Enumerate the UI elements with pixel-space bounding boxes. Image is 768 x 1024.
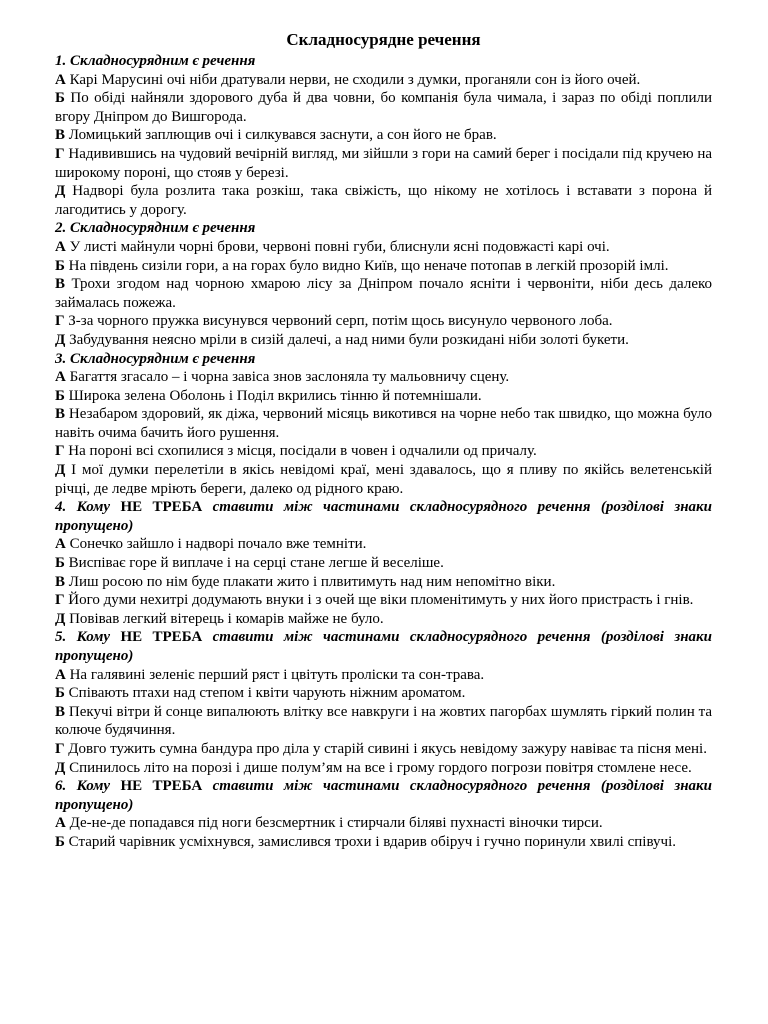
answer-option-letter: В bbox=[55, 406, 66, 423]
question-heading: 3. Складносурядним є речення bbox=[55, 350, 256, 367]
answer-option bbox=[55, 238, 712, 257]
answer-option-text: Його думи нехитрі додумають внуки і з очей ще віки пломенітимуть у них його пристрасть і гнів. bbox=[68, 592, 694, 609]
answer-option-text: Пекучі вітри й сонце випалюють влітку все навкруги і на жовтих пагорбах шумлять гіркий полин та колюче будячиння. bbox=[55, 703, 712, 739]
answer-option bbox=[55, 182, 712, 219]
answer-option-letter: Д bbox=[55, 183, 66, 200]
question-6 bbox=[55, 777, 712, 851]
answer-option-text: Широка зелена Оболонь і Поділ вкрились тінню й потемнішали. bbox=[68, 387, 482, 404]
question-heading bbox=[55, 777, 712, 814]
answer-option bbox=[55, 71, 712, 90]
answer-option-text: На галявині зеленіє перший ряст і цвітуть проліски та сон-трава. bbox=[69, 666, 485, 683]
answer-option-letter: Д bbox=[55, 759, 66, 776]
answer-option-text: Багаття згасало – і чорна завіса знов заслоняла ту мальовничу сцену. bbox=[69, 369, 510, 386]
answer-option-text: Забудування неясно мріли в сизій далечі, а над ними були розкидані ніби золоті букети. bbox=[69, 331, 629, 348]
answer-option-text: І мої думки перелетіли в якісь невідомі краї, мені здавалось, що я пливу по якійсь велетенській річці, де ледве мріють береги, далеко од рідного краю. bbox=[55, 462, 712, 497]
question-4 bbox=[55, 498, 712, 628]
answer-option bbox=[55, 257, 712, 276]
answer-option-text: Надивившись на чудовий вечірній вигляд, ми зійшли з гори на самий берег і посідали під кручею на широкому пороні, що стояв у березі. bbox=[55, 145, 713, 181]
answer-option-text: Виспіває горе й виплаче і на серці стане легше й веселіше. bbox=[68, 555, 444, 572]
answer-option bbox=[55, 331, 712, 350]
answer-option bbox=[55, 275, 712, 312]
answer-option-letter: Г bbox=[55, 740, 65, 757]
answer-option bbox=[55, 442, 712, 461]
answer-option-letter: Б bbox=[55, 555, 65, 572]
answer-option bbox=[55, 759, 712, 778]
question-heading-emphasis: НЕ ТРЕБА bbox=[120, 629, 203, 646]
answer-option bbox=[55, 312, 712, 331]
answer-option bbox=[55, 145, 712, 182]
answer-option-letter: Б bbox=[55, 685, 65, 702]
answer-option-letter: Б bbox=[55, 90, 65, 107]
question-heading-emphasis: НЕ ТРЕБА bbox=[120, 499, 203, 516]
question-heading bbox=[55, 628, 712, 665]
answer-option bbox=[55, 535, 712, 554]
question-heading: 2. Складносурядним є речення bbox=[55, 220, 256, 237]
answer-option bbox=[55, 573, 712, 592]
answer-option-text: Старий чарівник усміхнувся, замислився трохи і вдарив обіруч і гучно поринули хвилі співучі. bbox=[68, 833, 676, 850]
answer-option-text: По обіді найняли здорового дуба й два човни, бо компанія була чимала, і зараз по обіді поплили вгору Дніпром до Вишгорода. bbox=[55, 90, 713, 125]
answer-option-letter: А bbox=[55, 71, 66, 88]
answer-option-text: Трохи згодом над чорною хмарою лісу за Дніпром почало ясніти і червоніти, ніби десь далеко займалась пожежа. bbox=[55, 276, 713, 311]
answer-option bbox=[55, 740, 712, 759]
answer-option bbox=[55, 89, 712, 126]
answer-option-letter: А bbox=[55, 815, 66, 832]
answer-option-letter: А bbox=[55, 536, 66, 553]
answer-option-text: Співають птахи над степом і квіти чарують ніжним ароматом. bbox=[68, 685, 466, 702]
question-heading-rest: ставити між частинами складносурядного речення (розділові знаки пропущено) bbox=[55, 778, 712, 813]
answer-option-letter: Д bbox=[55, 610, 66, 627]
answer-option bbox=[55, 814, 712, 833]
answer-option-letter: А bbox=[55, 369, 66, 386]
answer-option-letter: А bbox=[55, 666, 66, 683]
answer-option-letter: Г bbox=[55, 592, 65, 609]
answer-option-text: Повівав легкий вітерець і комарів майже не було. bbox=[69, 610, 384, 627]
answer-option-text: На пороні всі схопилися з місця, посідали в човен і одчалили од причалу. bbox=[68, 443, 537, 460]
question-heading-number: 6. Кому bbox=[55, 778, 121, 795]
answer-option-letter: А bbox=[55, 238, 66, 255]
question-2 bbox=[55, 219, 712, 349]
answer-option-letter: Г bbox=[55, 443, 65, 460]
questions-list bbox=[55, 52, 712, 852]
page-title: Складносурядне речення bbox=[286, 30, 481, 49]
answer-option bbox=[55, 610, 712, 629]
answer-option bbox=[55, 591, 712, 610]
answer-option-letter: Б bbox=[55, 833, 65, 850]
answer-option bbox=[55, 461, 712, 498]
question-heading: 1. Складносурядним є речення bbox=[55, 53, 256, 69]
answer-option bbox=[55, 684, 712, 703]
answer-option bbox=[55, 405, 712, 442]
answer-option bbox=[55, 387, 712, 406]
answer-option-text: З-за чорного пружка висунувся червоний серп, потім щось висунуло червоного лоба. bbox=[68, 313, 613, 330]
question-heading-rest: ставити між частинами складносурядного речення (розділові знаки пропущено) bbox=[55, 629, 712, 664]
answer-option-text: Довго тужить сумна бандура про діла у старій сивині і якусь невідому зажуру навіває та пісня мені. bbox=[68, 740, 707, 757]
answer-option-letter: Д bbox=[55, 331, 66, 348]
answer-option-text: Де-не-де попадався під ноги безсмертник і стирчали біляві пухнасті віночки тирси. bbox=[69, 815, 603, 832]
answer-option-letter: Д bbox=[55, 462, 66, 479]
answer-option bbox=[55, 368, 712, 387]
question-heading-number: 4. Кому bbox=[55, 499, 121, 516]
question-heading bbox=[55, 498, 712, 535]
answer-option-letter: В bbox=[55, 573, 66, 590]
answer-option-text: Ломицький заплющив очі і силкувався заснути, а сон його не брав. bbox=[68, 127, 497, 144]
answer-option-letter: Г bbox=[55, 313, 65, 330]
answer-option bbox=[55, 126, 712, 145]
answer-option-letter: В bbox=[55, 276, 66, 293]
question-heading-number: 5. Кому bbox=[55, 629, 121, 646]
question-1 bbox=[55, 52, 712, 219]
answer-option bbox=[55, 833, 712, 852]
answer-option bbox=[55, 703, 712, 740]
answer-option-text: У листі майнули чорні брови, червоні повні губи, блиснули ясні подовжасті карі очі. bbox=[69, 238, 610, 255]
answer-option-letter: В bbox=[55, 127, 66, 144]
answer-option-text: Спинилось літо на порозі і дише полум’ям на все і грому гордого погрози повітря стомлене несе. bbox=[69, 759, 692, 776]
answer-option-text: Карі Марусині очі ніби дратували нерви, не сходили з думки, проганяли сон із його очей. bbox=[69, 71, 641, 88]
answer-option-letter: Г bbox=[55, 145, 65, 162]
question-3 bbox=[55, 350, 712, 499]
answer-option-text: На південь сизіли гори, а на горах було видно Київ, що неначе потопав в легкій прозорій імлі. bbox=[68, 257, 669, 274]
answer-option-text: Сонечко зайшло і надворі почало вже темніти. bbox=[69, 536, 367, 553]
question-heading-emphasis: НЕ ТРЕБА bbox=[120, 778, 203, 795]
answer-option bbox=[55, 554, 712, 573]
answer-option-text: Незабаром здоровий, як діжа, червоний місяць викотився на чорне небо так швидко, що можна було навіть очима бачить його рушення. bbox=[55, 406, 712, 441]
question-5 bbox=[55, 628, 712, 777]
answer-option-letter: В bbox=[55, 703, 66, 720]
question-heading-rest: ставити між частинами складносурядного речення (розділові знаки пропущено) bbox=[55, 499, 712, 534]
answer-option-text: Лиш росою по нім буде плакати жито і плвитимуть над ним непомітно віки. bbox=[68, 573, 556, 590]
answer-option-text: Надворі була розлита така розкіш, така свіжість, що нікому не хотілось і вставати з порона й лагодитись у дорогу. bbox=[55, 183, 712, 218]
answer-option-letter: Б bbox=[55, 257, 65, 274]
answer-option bbox=[55, 666, 712, 685]
answer-option-letter: Б bbox=[55, 387, 65, 404]
